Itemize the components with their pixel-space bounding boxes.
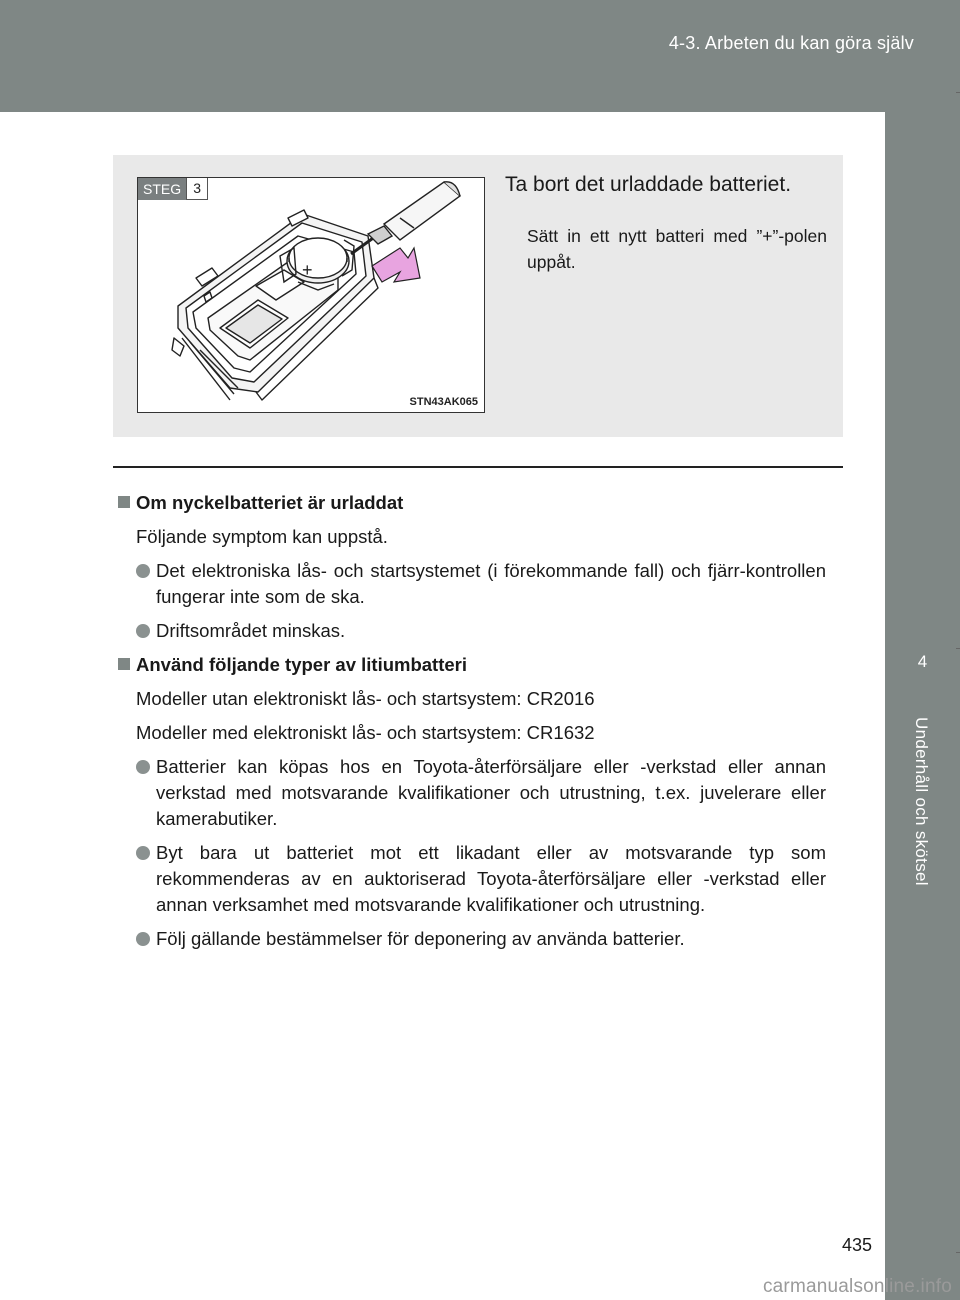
square-bullet-icon	[118, 496, 130, 508]
page-number: 435	[841, 1235, 872, 1255]
section-title: 4-3. Arbeten du kan göra själv	[668, 33, 914, 53]
list-item-text: Följ gällande bestämmelser för deponering av använda batterier.	[156, 928, 685, 949]
list-item	[136, 840, 826, 918]
list-item-text: Byt bara ut batteriet mot ett likadant eller av motsvarande typ som rekommenderas av en auktoriserad Toyota-återförsäljare eller -verkstad eller annan verksamhet med motsvarande kvalifikationer och utrustning.	[156, 842, 826, 915]
paragraph: Modeller utan elektroniskt lås- och startsystem: CR2016	[136, 688, 595, 709]
step-badge-number: 3	[186, 178, 208, 200]
chapter-number: 4	[917, 652, 928, 671]
chapter-side-tab	[885, 112, 960, 1300]
step-badge-label: STEG	[138, 178, 186, 200]
list-item-text: Driftsområdet minskas.	[156, 620, 346, 641]
chapter-label: Underhåll och skötsel	[912, 717, 931, 886]
section-heading	[118, 652, 826, 678]
crop-mark	[956, 648, 960, 649]
list-item-text: Det elektroniska lås- och startsystemet (i förekommande fall) och fjärr-kontrollen fungerar inte som de ska.	[156, 560, 826, 607]
list-item-text: Batterier kan köpas hos en Toyota-återförsäljare eller -verkstad eller annan verkstad med motsvarande kvalifikationer och utrustning, t.ex. juvelerare eller kamerabutiker.	[156, 756, 826, 829]
step-badge	[138, 178, 208, 200]
list-item	[136, 618, 826, 644]
key-battery-illustration	[138, 178, 484, 412]
step-illustration	[137, 177, 485, 413]
paragraph: Följande symptom kan uppstå.	[136, 526, 388, 547]
svg-text:+: +	[302, 260, 313, 280]
list-item	[136, 558, 826, 610]
section-heading-text: Om nyckelbatteriet är urladdat	[136, 492, 404, 513]
list-item	[136, 926, 826, 952]
step-description: Sätt in ett nytt batteri med ”+”-polen uppåt.	[527, 226, 827, 272]
step-title: Ta bort det urladdade batteriet.	[505, 173, 792, 196]
circle-bullet-icon	[136, 624, 150, 638]
circle-bullet-icon	[136, 932, 150, 946]
paragraph: Modeller med elektroniskt lås- och startsystem: CR1632	[136, 722, 595, 743]
list-item	[136, 754, 826, 832]
step-text	[505, 173, 827, 275]
crop-mark	[956, 1252, 960, 1253]
circle-bullet-icon	[136, 846, 150, 860]
section-heading-text: Använd följande typer av litiumbatteri	[136, 654, 468, 675]
step-panel	[113, 155, 843, 437]
square-bullet-icon	[118, 658, 130, 670]
crop-mark	[956, 92, 960, 93]
circle-bullet-icon	[136, 564, 150, 578]
section-divider	[113, 466, 843, 468]
circle-bullet-icon	[136, 760, 150, 774]
figure-code: STN43AK065	[409, 396, 478, 408]
page-header	[0, 0, 960, 112]
watermark: carmanualsonline.info	[762, 1276, 952, 1297]
info-content	[118, 490, 826, 960]
section-heading	[118, 490, 826, 516]
